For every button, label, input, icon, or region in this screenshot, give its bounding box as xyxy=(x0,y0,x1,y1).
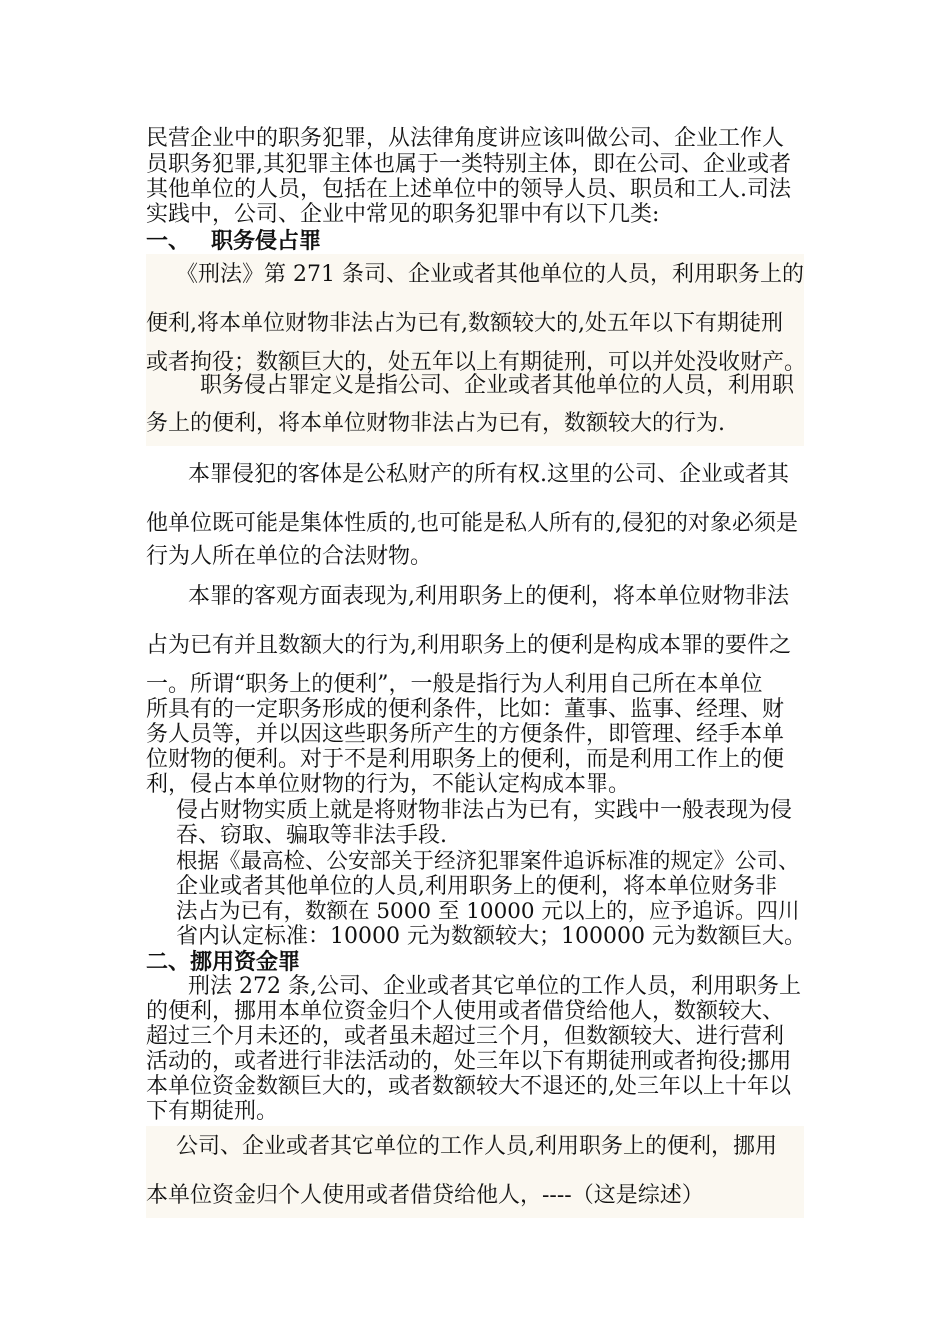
section2-law-line: 的便利，挪用本单位资金归个人使用或者借贷给他人，数额较大、 xyxy=(146,999,785,1024)
section1-objective-line: 一。所谓“职务上的便利”，一般是指行为人利用自己所在本单位 xyxy=(146,672,763,697)
section1-essence-line: 吞、窃取、骗取等非法手段. xyxy=(176,823,447,848)
section1-definition-line: 职务侵占罪定义是指公司、企业或者其他单位的人员，利用职 xyxy=(200,373,795,398)
section2-law-line: 刑法 272 条,公司、企业或者其它单位的工作人员，利用职务上 xyxy=(188,974,801,999)
section1-law-line: 或者拘役；数额巨大的，处五年以上有期徒刑，可以并处没收财产。 xyxy=(146,350,807,375)
section1-objective-line: 本罪的客观方面表现为,利用职务上的便利，将本单位财物非法 xyxy=(188,584,789,609)
intro-line: 其他单位的人员，包括在上述单位中的领导人员、职员和工人.司法 xyxy=(146,177,791,202)
section1-title: 职务侵占罪 xyxy=(211,228,322,254)
section2-law-line: 下有期徒刑。 xyxy=(146,1099,279,1124)
section1-essence-line: 侵占财物实质上就是将财物非法占为已有，实践中一般表现为侵 xyxy=(176,798,793,823)
section1-objective-line: 占为已有并且数额大的行为,利用职务上的便利是构成本罪的要件之 xyxy=(146,633,791,658)
intro-line: 员职务犯罪,其犯罪主体也属于一类特别主体，即在公司、企业或者 xyxy=(146,152,791,177)
intro-line: 民营企业中的职务犯罪，从法律角度讲应该叫做公司、企业工作人 xyxy=(146,126,785,151)
section1-standard-line: 根据《最高检、公安部关于经济犯罪案件追诉标准的规定》公司、 xyxy=(176,849,800,874)
section1-objective-line: 务人员等，并以因这些职务所产生的方便条件，即管理、经手本单 xyxy=(146,722,785,747)
section1-object-line: 本罪侵犯的客体是公私财产的所有权.这里的公司、企业或者其 xyxy=(188,462,789,487)
section1-standard-line: 法占为已有，数额在 5000 至 10000 元以上的，应予追诉。四川 xyxy=(176,899,800,924)
section1-object-line: 他单位既可能是集体性质的,也可能是私人所有的,侵犯的对象必须是 xyxy=(146,511,798,536)
section1-number: 一、 xyxy=(146,228,191,254)
section1-law-line: 《刑法》第 271 条司、企业或者其他单位的人员，利用职务上的 xyxy=(176,262,804,287)
section1-objective-line: 利，侵占本单位财物的行为，不能认定构成本罪。 xyxy=(146,772,631,797)
section2-law-line: 活动的，或者进行非法活动的，处三年以下有期徒刑或者拘役;挪用 xyxy=(146,1049,792,1074)
section2-title: 二、挪用资金罪 xyxy=(146,949,301,975)
section2-summary-line: 公司、企业或者其它单位的工作人员,利用职务上的便利，挪用 xyxy=(176,1134,777,1159)
section1-object-line: 行为人所在单位的合法财物。 xyxy=(146,544,433,569)
section1-law-line: 便利,将本单位财物非法占为已有,数额较大的,处五年以下有期徒刑 xyxy=(146,311,783,336)
section2-law-line: 超过三个月未还的，或者虽未超过三个月，但数额较大、进行营利 xyxy=(146,1024,785,1049)
section2-summary-line: 本单位资金归个人使用或者借贷给他人，----（这是综述） xyxy=(146,1183,704,1208)
section2-law-line: 本单位资金数额巨大的，或者数额较大不退还的,处三年以上十年以 xyxy=(146,1074,791,1099)
section1-standard-line: 企业或者其他单位的人员,利用职务上的便利，将本单位财务非 xyxy=(176,874,777,899)
section1-objective-line: 所具有的一定职务形成的便利条件，比如：董事、监事、经理、财 xyxy=(146,697,785,722)
section1-definition-line: 务上的便利，将本单位财物非法占为已有，数额较大的行为. xyxy=(146,411,725,436)
section1-standard-line: 省内认定标准：10000 元为数额较大；100000 元为数额巨大。 xyxy=(176,924,806,949)
section1-objective-line: 位财物的便利。对于不是利用职务上的便利，而是利用工作上的便 xyxy=(146,747,785,772)
intro-line: 实践中，公司、企业中常见的职务犯罪中有以下几类: xyxy=(146,202,660,227)
